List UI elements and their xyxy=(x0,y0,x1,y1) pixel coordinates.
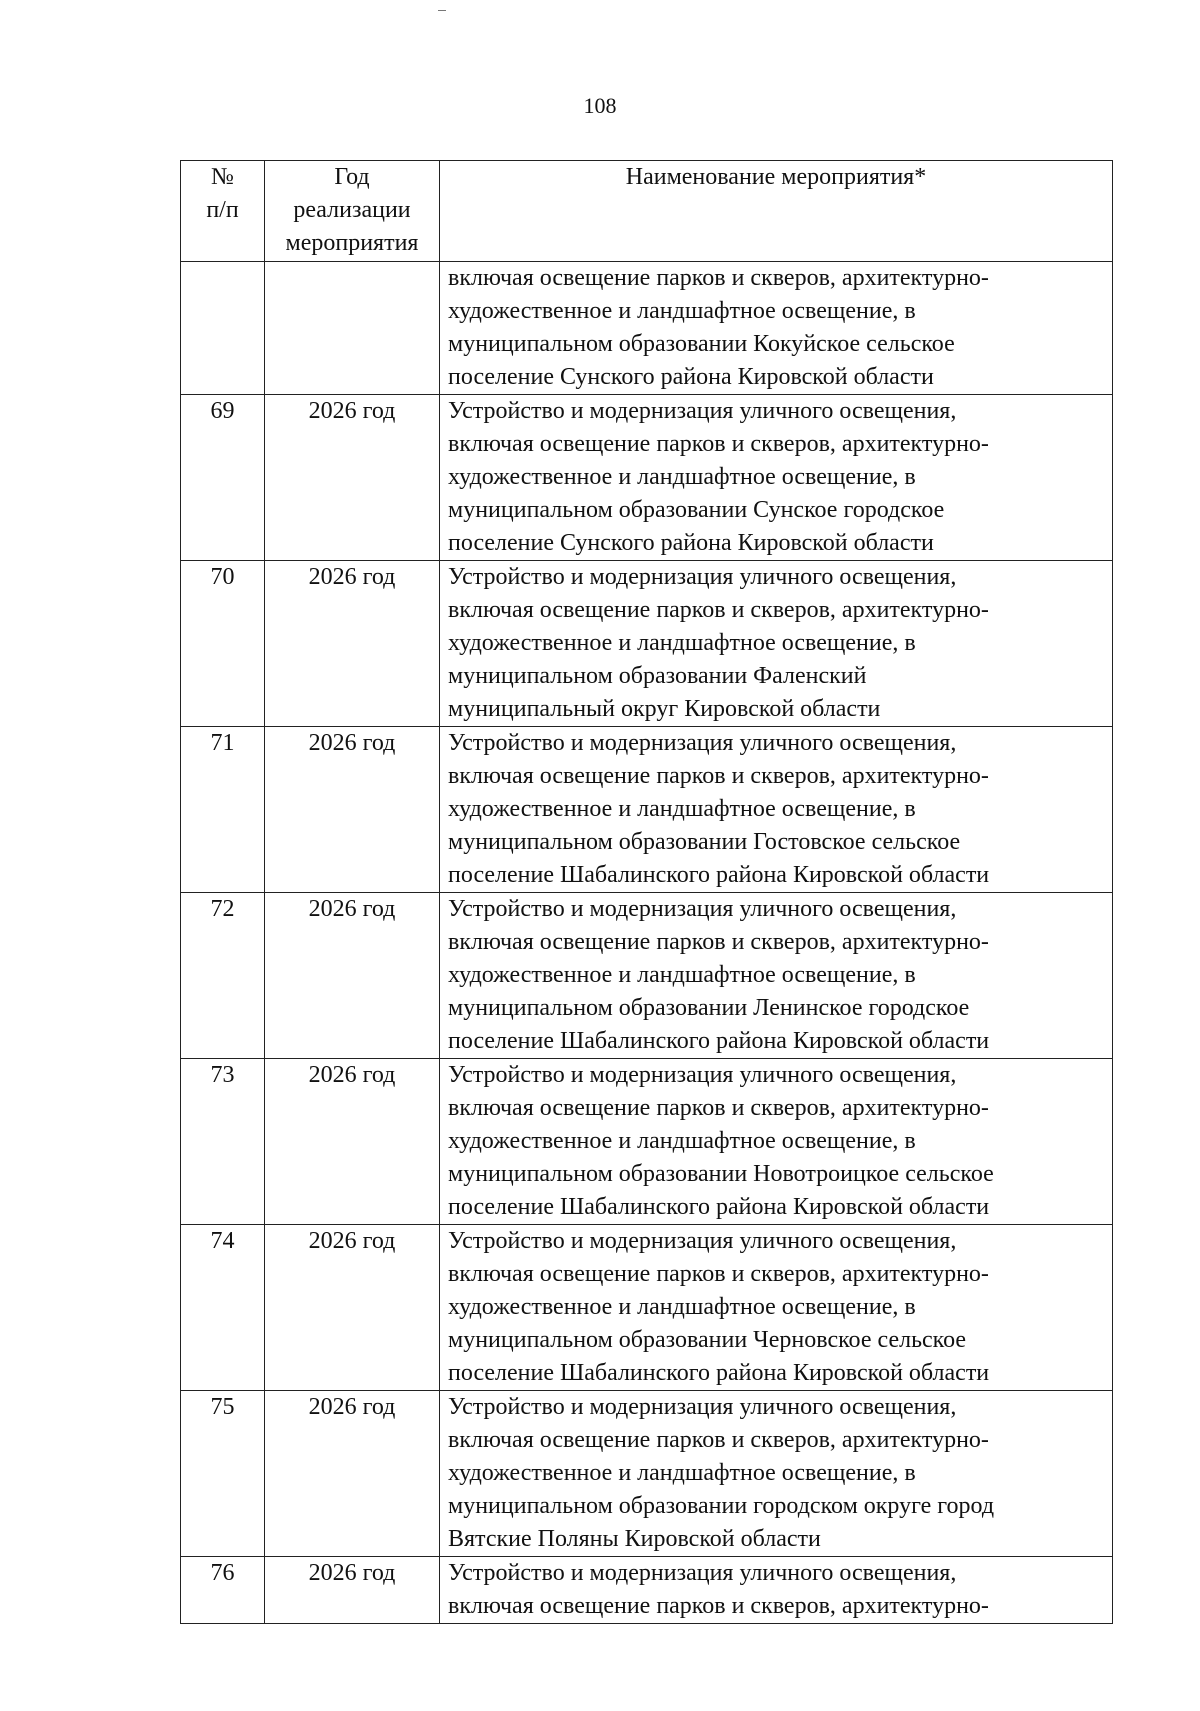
row-measure-name: включая освещение парков и скверов, архитектурно- художественное и ландшафтное освещение, в муниципальном образовании Кокуйское сельское поселение Сунского района Кировской области xyxy=(440,262,1113,395)
measures-table xyxy=(180,160,1113,1624)
row-year: 2026 год xyxy=(265,561,440,727)
scan-artifact xyxy=(438,10,446,11)
table-row xyxy=(181,1225,1113,1391)
table-row xyxy=(181,262,1113,395)
row-year: 2026 год xyxy=(265,1225,440,1391)
row-number: 71 xyxy=(181,727,265,893)
row-number: 76 xyxy=(181,1557,265,1624)
table-row xyxy=(181,1391,1113,1557)
row-measure-name: Устройство и модернизация уличного освещения, включая освещение парков и скверов, архитектурно- художественное и ландшафтное освещение, в муниципальном образовании Черновское сельское поселение Шабалинского района Кировской области xyxy=(440,1225,1113,1391)
row-number: 72 xyxy=(181,893,265,1059)
header-number: № п/п xyxy=(181,161,265,262)
row-number: 73 xyxy=(181,1059,265,1225)
row-measure-name: Устройство и модернизация уличного освещения, включая освещение парков и скверов, архитектурно- художественное и ландшафтное освещение, в муниципальном образовании Гостовское сельское поселение Шабалинского района Кировской области xyxy=(440,727,1113,893)
row-year: 2026 год xyxy=(265,727,440,893)
page-number: 108 xyxy=(583,93,617,118)
row-year: 2026 год xyxy=(265,1059,440,1225)
table-row xyxy=(181,395,1113,561)
table-row xyxy=(181,727,1113,893)
row-measure-name: Устройство и модернизация уличного освещения, включая освещение парков и скверов, архитектурно- художественное и ландшафтное освещение, в муниципальном образовании Сунское городское поселение Сунского района Кировской области xyxy=(440,395,1113,561)
row-measure-name: Устройство и модернизация уличного освещения, включая освещение парков и скверов, архитектурно- художественное и ландшафтное освещение, в муниципальном образовании городском округе город Вятские Поляны Кировской области xyxy=(440,1391,1113,1557)
row-year: 2026 год xyxy=(265,1391,440,1557)
header-measure-name: Наименование мероприятия* xyxy=(440,161,1113,262)
row-number: 69 xyxy=(181,395,265,561)
row-measure-name: Устройство и модернизация уличного освещения, включая освещение парков и скверов, архитектурно- художественное и ландшафтное освещение, в муниципальном образовании Фаленский муниципальный округ Кировской области xyxy=(440,561,1113,727)
table-header-row xyxy=(181,161,1113,262)
row-year: 2026 год xyxy=(265,1557,440,1624)
row-measure-name: Устройство и модернизация уличного освещения, включая освещение парков и скверов, архитектурно- xyxy=(440,1557,1113,1624)
row-year: 2026 год xyxy=(265,893,440,1059)
table-row xyxy=(181,561,1113,727)
row-year xyxy=(265,262,440,395)
table-row xyxy=(181,1059,1113,1225)
row-measure-name: Устройство и модернизация уличного освещения, включая освещение парков и скверов, архитектурно- художественное и ландшафтное освещение, в муниципальном образовании Ленинское городское поселение Шабалинского района Кировской области xyxy=(440,893,1113,1059)
row-number: 70 xyxy=(181,561,265,727)
header-year: Год реализации мероприятия xyxy=(265,161,440,262)
table-row xyxy=(181,893,1113,1059)
row-number xyxy=(181,262,265,395)
table-row xyxy=(181,1557,1113,1624)
row-measure-name: Устройство и модернизация уличного освещения, включая освещение парков и скверов, архитектурно- художественное и ландшафтное освещение, в муниципальном образовании Новотроицкое сельское поселение Шабалинского района Кировской области xyxy=(440,1059,1113,1225)
row-number: 75 xyxy=(181,1391,265,1557)
row-number: 74 xyxy=(181,1225,265,1391)
row-year: 2026 год xyxy=(265,395,440,561)
